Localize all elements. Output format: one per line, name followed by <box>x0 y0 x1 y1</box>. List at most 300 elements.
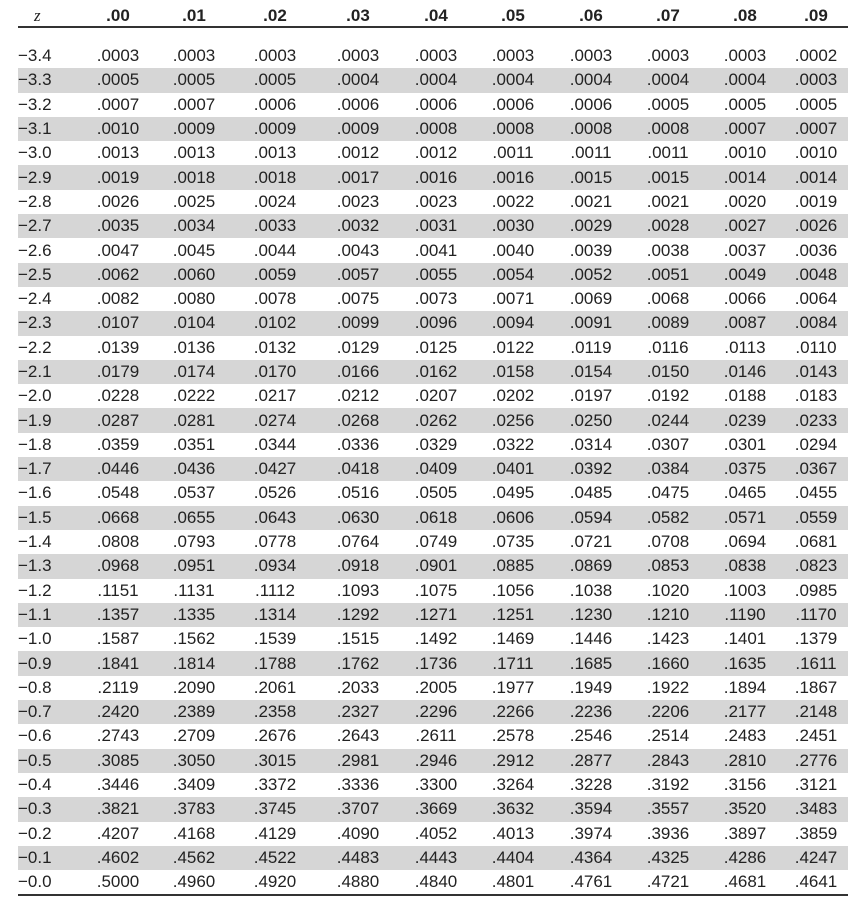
probability-cell: .0239 <box>706 408 784 432</box>
probability-cell: .2776 <box>784 749 848 773</box>
probability-cell: .0078 <box>253 289 297 309</box>
probability-cell: .0027 <box>706 214 784 238</box>
probability-cell: .0838 <box>706 554 784 578</box>
probability-cell: .0113 <box>724 337 766 357</box>
z-value-cell: −1.7 <box>18 457 80 481</box>
probability-cell: .0778 <box>253 532 297 552</box>
z-value-cell: −2.8 <box>18 191 52 211</box>
probability-cell: .0008 <box>630 117 706 141</box>
probability-cell: .1020 <box>646 580 690 600</box>
probability-cell: .1210 <box>630 603 706 627</box>
probability-cell: .0139 <box>96 337 140 357</box>
header-spacer <box>18 27 848 44</box>
probability-cell: .0087 <box>706 311 784 335</box>
header-row <box>18 6 848 27</box>
z-value-cell: −0.3 <box>18 797 80 821</box>
probability-cell: .0110 <box>795 337 837 357</box>
probability-cell: .0003 <box>569 46 613 66</box>
probability-cell: .4721 <box>630 870 706 895</box>
probability-cell: .0003 <box>172 46 216 66</box>
probability-cell: .3085 <box>80 749 156 773</box>
probability-cell: .0019 <box>794 191 838 211</box>
probability-cell: .2843 <box>630 749 706 773</box>
probability-cell: .2119 <box>97 677 139 697</box>
probability-cell: .1922 <box>646 677 690 697</box>
z-value-cell: −0.4 <box>18 775 52 795</box>
probability-cell: .4801 <box>474 870 552 895</box>
probability-cell: .3300 <box>414 775 458 795</box>
table-row <box>18 749 848 773</box>
probability-cell: .1894 <box>723 677 767 697</box>
probability-cell: .0384 <box>630 457 706 481</box>
probability-cell: .0007 <box>706 117 784 141</box>
probability-cell: .0034 <box>156 214 232 238</box>
probability-cell: .0392 <box>552 457 630 481</box>
probability-cell: .0055 <box>398 263 474 287</box>
probability-cell: .0158 <box>474 360 552 384</box>
probability-cell: .0037 <box>723 240 767 260</box>
probability-cell: .3336 <box>336 775 380 795</box>
probability-cell: .1515 <box>336 629 380 649</box>
probability-cell: .0244 <box>630 408 706 432</box>
table-row <box>18 554 848 578</box>
probability-cell: .0003 <box>253 46 297 66</box>
table-row <box>18 797 848 821</box>
probability-cell: .0301 <box>723 434 767 454</box>
column-header: .07 <box>630 6 706 27</box>
z-value-cell: −2.5 <box>18 263 80 287</box>
table-row <box>18 433 848 457</box>
z-value-cell: −1.6 <box>18 483 52 503</box>
probability-cell: .0287 <box>80 408 156 432</box>
table-row <box>18 117 848 141</box>
probability-cell: .4207 <box>96 823 140 843</box>
probability-cell: .0012 <box>336 143 380 163</box>
column-header: .01 <box>156 6 232 27</box>
probability-cell: .0174 <box>156 360 232 384</box>
z-value-cell: −2.6 <box>18 240 52 260</box>
probability-cell: .0314 <box>569 434 613 454</box>
probability-cell: .0951 <box>156 554 232 578</box>
z-value-cell: −0.1 <box>18 846 80 870</box>
probability-cell: .0901 <box>398 554 474 578</box>
table-row <box>18 773 848 797</box>
probability-cell: .3483 <box>784 797 848 821</box>
probability-cell: .0129 <box>336 337 380 357</box>
probability-cell: .2148 <box>784 700 848 724</box>
probability-cell: .0526 <box>253 483 297 503</box>
probability-cell: .2296 <box>398 700 474 724</box>
probability-cell: .0582 <box>630 506 706 530</box>
probability-cell: .0630 <box>318 506 398 530</box>
probability-cell: .0011 <box>492 143 534 163</box>
probability-cell: .0749 <box>414 532 458 552</box>
probability-cell: .3192 <box>646 775 690 795</box>
probability-cell: .0059 <box>232 263 318 287</box>
probability-cell: .1841 <box>80 651 156 675</box>
probability-cell: .0005 <box>232 68 318 92</box>
probability-cell: .0082 <box>96 289 140 309</box>
probability-cell: .0015 <box>552 165 630 189</box>
probability-cell: .0066 <box>723 289 767 309</box>
probability-cell: .0401 <box>474 457 552 481</box>
probability-cell: .0559 <box>784 506 848 530</box>
z-table <box>18 6 848 896</box>
probability-cell: .0029 <box>552 214 630 238</box>
probability-cell: .4641 <box>784 870 848 895</box>
probability-cell: .0005 <box>646 94 690 114</box>
probability-cell: .0075 <box>336 289 380 309</box>
probability-cell: .2676 <box>253 726 297 746</box>
probability-cell: .0003 <box>414 46 458 66</box>
probability-cell: .1056 <box>491 580 535 600</box>
probability-cell: .0032 <box>318 214 398 238</box>
probability-cell: .0022 <box>491 191 535 211</box>
probability-cell: .0262 <box>398 408 474 432</box>
probability-cell: .0122 <box>491 337 535 357</box>
column-header: .00 <box>80 6 156 27</box>
probability-cell: .1469 <box>491 629 535 649</box>
probability-cell: .3520 <box>706 797 784 821</box>
probability-cell: .0116 <box>647 337 689 357</box>
probability-cell: .4761 <box>552 870 630 895</box>
probability-cell: .1867 <box>794 677 838 697</box>
z-value-cell: −0.2 <box>18 823 52 843</box>
probability-cell: .0005 <box>794 94 838 114</box>
probability-cell: .0329 <box>414 434 458 454</box>
probability-cell: .4013 <box>491 823 535 843</box>
probability-cell: .0294 <box>794 434 838 454</box>
probability-cell: .0013 <box>172 143 216 163</box>
table-row <box>18 408 848 432</box>
probability-cell: .3228 <box>569 775 613 795</box>
probability-cell: .1003 <box>723 580 767 600</box>
probability-cell: .1611 <box>784 651 848 675</box>
probability-cell: .0322 <box>491 434 535 454</box>
probability-cell: .0003 <box>723 46 767 66</box>
probability-cell: .1949 <box>569 677 613 697</box>
probability-cell: .0009 <box>318 117 398 141</box>
probability-cell: .0485 <box>569 483 613 503</box>
probability-cell: .3669 <box>398 797 474 821</box>
probability-cell: .0005 <box>723 94 767 114</box>
probability-cell: .2578 <box>491 726 535 746</box>
probability-cell: .0039 <box>569 240 613 260</box>
probability-cell: .3783 <box>156 797 232 821</box>
table-row <box>18 311 848 335</box>
probability-cell: .2981 <box>318 749 398 773</box>
z-value-cell: −3.3 <box>18 68 80 92</box>
probability-cell: .4168 <box>172 823 216 843</box>
probability-cell: .0119 <box>570 337 612 357</box>
probability-cell: .2743 <box>96 726 140 746</box>
probability-cell: .0869 <box>552 554 630 578</box>
probability-cell: .3594 <box>552 797 630 821</box>
column-header: .03 <box>318 6 398 27</box>
probability-cell: .0359 <box>96 434 140 454</box>
probability-cell: .0011 <box>570 143 612 163</box>
probability-cell: .0721 <box>569 532 613 552</box>
probability-cell: .0054 <box>474 263 552 287</box>
probability-cell: .0023 <box>336 191 380 211</box>
table-row <box>18 384 848 408</box>
probability-cell: .0446 <box>80 457 156 481</box>
probability-cell: .4483 <box>318 846 398 870</box>
z-value-cell: −2.2 <box>18 337 52 357</box>
probability-cell: .0013 <box>253 143 297 163</box>
probability-cell: .0212 <box>336 386 380 406</box>
probability-cell: .0096 <box>398 311 474 335</box>
probability-cell: .1131 <box>173 580 215 600</box>
probability-cell: .1423 <box>646 629 690 649</box>
probability-cell: .0099 <box>318 311 398 335</box>
probability-cell: .0505 <box>414 483 458 503</box>
probability-cell: .0793 <box>172 532 216 552</box>
probability-cell: .3707 <box>318 797 398 821</box>
probability-cell: .0033 <box>232 214 318 238</box>
probability-cell: .2327 <box>318 700 398 724</box>
z-value-cell: −3.4 <box>18 46 52 66</box>
probability-cell: .0367 <box>784 457 848 481</box>
probability-cell: .0418 <box>318 457 398 481</box>
probability-cell: .0035 <box>80 214 156 238</box>
probability-cell: .2451 <box>794 726 838 746</box>
z-value-cell: −3.2 <box>18 94 52 114</box>
probability-cell: .2483 <box>723 726 767 746</box>
probability-cell: .0014 <box>706 165 784 189</box>
probability-cell: .3372 <box>253 775 297 795</box>
probability-cell: .0003 <box>784 68 848 92</box>
table-row <box>18 846 848 870</box>
probability-cell: .0222 <box>172 386 216 406</box>
table-row <box>18 68 848 92</box>
probability-cell: .0618 <box>398 506 474 530</box>
probability-cell: .3821 <box>80 797 156 821</box>
table-row <box>18 263 848 287</box>
probability-cell: .1762 <box>318 651 398 675</box>
probability-cell: .1660 <box>630 651 706 675</box>
probability-cell: .3632 <box>474 797 552 821</box>
probability-cell: .4052 <box>414 823 458 843</box>
probability-cell: .4364 <box>552 846 630 870</box>
table-row <box>18 336 848 360</box>
probability-cell: .0015 <box>630 165 706 189</box>
probability-cell: .0062 <box>80 263 156 287</box>
probability-cell: .2177 <box>706 700 784 724</box>
probability-cell: .0010 <box>80 117 156 141</box>
table-row <box>18 603 848 627</box>
probability-cell: .3409 <box>172 775 216 795</box>
probability-cell: .0495 <box>491 483 535 503</box>
probability-cell: .0250 <box>552 408 630 432</box>
probability-cell: .0166 <box>318 360 398 384</box>
probability-cell: .0268 <box>318 408 398 432</box>
probability-cell: .0006 <box>569 94 613 114</box>
z-value-cell: −0.9 <box>18 651 80 675</box>
probability-cell: .2709 <box>172 726 216 746</box>
probability-cell: .2643 <box>336 726 380 746</box>
probability-cell: .2090 <box>172 677 216 697</box>
probability-cell: .0274 <box>232 408 318 432</box>
table-row <box>18 627 848 651</box>
probability-cell: .1685 <box>552 651 630 675</box>
probability-cell: .1711 <box>474 651 552 675</box>
probability-cell: .4840 <box>398 870 474 895</box>
probability-cell: .2061 <box>253 677 297 697</box>
probability-cell: .0006 <box>336 94 380 114</box>
probability-cell: .0004 <box>318 68 398 92</box>
probability-cell: .0455 <box>794 483 838 503</box>
probability-cell: .0008 <box>552 117 630 141</box>
table-row <box>18 238 848 262</box>
probability-cell: .1190 <box>706 603 784 627</box>
probability-cell: .0571 <box>706 506 784 530</box>
probability-cell: .0021 <box>646 191 690 211</box>
probability-cell: .0170 <box>232 360 318 384</box>
probability-cell: .1977 <box>491 677 535 697</box>
probability-cell: .0516 <box>336 483 380 503</box>
probability-cell: .0808 <box>96 532 140 552</box>
probability-cell: .0051 <box>630 263 706 287</box>
probability-cell: .1562 <box>172 629 216 649</box>
probability-cell: .0104 <box>156 311 232 335</box>
probability-cell: .0764 <box>336 532 380 552</box>
z-value-cell: −3.0 <box>18 143 52 163</box>
probability-cell: .0008 <box>474 117 552 141</box>
probability-cell: .0038 <box>646 240 690 260</box>
probability-cell: .5000 <box>80 870 156 895</box>
probability-cell: .0146 <box>706 360 784 384</box>
probability-cell: .0003 <box>336 46 380 66</box>
probability-cell: .0004 <box>630 68 706 92</box>
probability-cell: .0655 <box>156 506 232 530</box>
table-row <box>18 724 848 748</box>
probability-cell: .0179 <box>80 360 156 384</box>
z-value-cell: −3.1 <box>18 117 80 141</box>
probability-cell: .3050 <box>156 749 232 773</box>
probability-cell: .4129 <box>253 823 297 843</box>
probability-cell: .0025 <box>172 191 216 211</box>
probability-cell: .4404 <box>474 846 552 870</box>
probability-cell: .0668 <box>80 506 156 530</box>
probability-cell: .0009 <box>156 117 232 141</box>
probability-cell: .4920 <box>232 870 318 895</box>
probability-cell: .0036 <box>794 240 838 260</box>
probability-cell: .0143 <box>784 360 848 384</box>
probability-cell: .0465 <box>723 483 767 503</box>
probability-cell: .0014 <box>784 165 848 189</box>
probability-cell: .0003 <box>646 46 690 66</box>
table-row <box>18 651 848 675</box>
probability-cell: .0016 <box>398 165 474 189</box>
probability-cell: .0004 <box>552 68 630 92</box>
probability-cell: .1314 <box>232 603 318 627</box>
probability-cell: .4960 <box>156 870 232 895</box>
probability-cell: .0044 <box>253 240 297 260</box>
z-value-cell: −2.9 <box>18 165 80 189</box>
z-value-cell: −1.2 <box>18 580 52 600</box>
probability-cell: .0010 <box>723 143 767 163</box>
probability-cell: .1401 <box>723 629 767 649</box>
probability-cell: .0197 <box>569 386 613 406</box>
probability-cell: .0003 <box>96 46 140 66</box>
probability-cell: .0091 <box>552 311 630 335</box>
z-value-cell: −1.8 <box>18 434 52 454</box>
probability-cell: .1151 <box>97 580 139 600</box>
probability-cell: .0005 <box>156 68 232 92</box>
table-row <box>18 44 848 68</box>
probability-cell: .0013 <box>96 143 140 163</box>
z-value-cell: −0.5 <box>18 749 80 773</box>
probability-cell: .0344 <box>253 434 297 454</box>
probability-cell: .0060 <box>156 263 232 287</box>
table-row <box>18 457 848 481</box>
probability-cell: .4090 <box>336 823 380 843</box>
z-column-header: z <box>18 6 80 27</box>
column-header: .09 <box>784 6 848 27</box>
column-header: .04 <box>398 6 474 27</box>
probability-cell: .0043 <box>336 240 380 260</box>
probability-cell: .2389 <box>156 700 232 724</box>
probability-cell: .3121 <box>794 775 838 795</box>
table-row <box>18 360 848 384</box>
z-value-cell: −1.4 <box>18 532 52 552</box>
probability-cell: .0985 <box>794 580 838 600</box>
column-header: .05 <box>474 6 552 27</box>
probability-cell: .0084 <box>784 311 848 335</box>
probability-cell: .0375 <box>706 457 784 481</box>
probability-cell: .0010 <box>794 143 838 163</box>
probability-cell: .0694 <box>723 532 767 552</box>
probability-cell: .0136 <box>172 337 216 357</box>
probability-cell: .0307 <box>646 434 690 454</box>
probability-cell: .3936 <box>646 823 690 843</box>
probability-cell: .0217 <box>253 386 297 406</box>
z-value-cell: −1.1 <box>18 603 80 627</box>
table-row <box>18 822 848 846</box>
probability-cell: .0021 <box>569 191 613 211</box>
probability-cell: .0031 <box>398 214 474 238</box>
probability-cell: .2810 <box>706 749 784 773</box>
probability-cell: .0823 <box>784 554 848 578</box>
probability-cell: .2946 <box>398 749 474 773</box>
probability-cell: .0019 <box>80 165 156 189</box>
probability-cell: .1112 <box>254 580 296 600</box>
probability-cell: .3745 <box>232 797 318 821</box>
probability-cell: .0154 <box>552 360 630 384</box>
probability-cell: .1587 <box>96 629 140 649</box>
probability-cell: .0057 <box>318 263 398 287</box>
probability-cell: .1251 <box>474 603 552 627</box>
probability-cell: .0228 <box>96 386 140 406</box>
probability-cell: .1075 <box>414 580 458 600</box>
probability-cell: .0192 <box>646 386 690 406</box>
z-value-cell: −1.3 <box>18 554 80 578</box>
probability-cell: .0336 <box>336 434 380 454</box>
probability-cell: .0132 <box>253 337 297 357</box>
probability-cell: .0594 <box>552 506 630 530</box>
probability-cell: .0107 <box>80 311 156 335</box>
table-row <box>18 870 848 895</box>
table-body <box>18 27 848 895</box>
probability-cell: .0409 <box>398 457 474 481</box>
probability-cell: .3897 <box>723 823 767 843</box>
probability-cell: .0018 <box>232 165 318 189</box>
z-value-cell: −0.6 <box>18 726 52 746</box>
probability-cell: .2236 <box>552 700 630 724</box>
table-row <box>18 506 848 530</box>
probability-cell: .0047 <box>96 240 140 260</box>
